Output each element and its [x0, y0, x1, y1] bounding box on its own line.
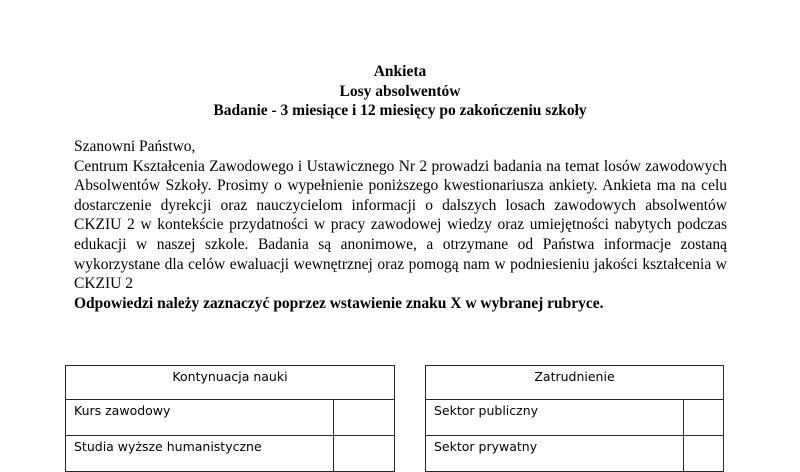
option-label: Studia wyższe humanistyczne: [66, 436, 334, 472]
table-row: [66, 400, 395, 436]
instruction-text: Odpowiedzi należy zaznaczyć poprzez wstawienie znaku X w wybranej rubryce.: [74, 294, 604, 312]
survey-study-description: Badanie - 3 miesiące i 12 miesięcy po zakończeniu szkoły: [213, 102, 587, 119]
employment-table-header: Zatrudnienie: [426, 366, 724, 400]
option-label: Kurs zawodowy: [66, 400, 334, 436]
greeting: Szanowni Państwo,: [74, 138, 196, 155]
education-table: [65, 365, 395, 472]
table-row: [426, 436, 724, 472]
answer-box-humanities-studies[interactable]: [334, 436, 395, 472]
option-label: Sektor publiczny: [426, 400, 684, 436]
survey-subtitle: Losy absolwentów: [339, 82, 461, 100]
answer-box-vocational-course[interactable]: [334, 400, 395, 436]
table-row: [66, 436, 395, 472]
education-table-header: Kontynuacja nauki: [66, 366, 395, 400]
option-label: Sektor prywatny: [426, 436, 684, 472]
employment-table: [425, 365, 724, 472]
survey-title: Ankieta: [373, 63, 427, 80]
answer-box-public-sector[interactable]: [684, 400, 724, 436]
intro-paragraph: Centrum Kształcenia Zawodowego i Ustawicznego Nr 2 prowadzi badania na temat losów zawodowych Absolwentów Szkoły. Prosimy o wypełnienie poniższego kwestionariusza ankiety. Ankieta ma na celu dostarczenie dyrekcji oraz nauczycielom informacji o dalszych losach zawodowych absolwentów CKZIU 2 w kontekście przydatności w pracy zawodowej wiedzy oraz umiejętności nabytych podczas edukacji w naszej szkole. Badania są anonimowe, a otrzymane od Państwa informacje zostaną wykorzystane dla celów ewaluacji wewnętrznej oraz pomogą nam w podniesieniu jakości kształcenia w CKZIU 2: [74, 157, 727, 293]
answer-box-private-sector[interactable]: [684, 436, 724, 472]
intro-section: [74, 137, 727, 313]
survey-title-block: [0, 62, 800, 121]
table-row: [426, 400, 724, 436]
